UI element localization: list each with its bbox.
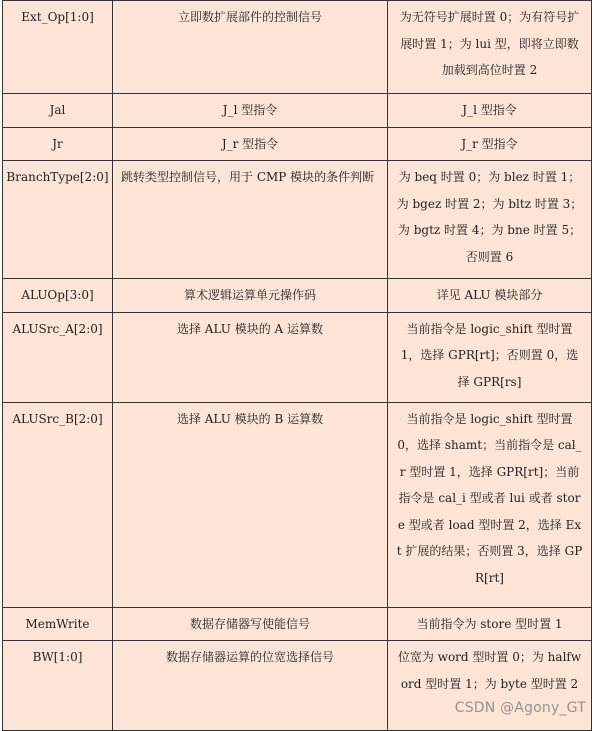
signal-name-cell: ALUSrc_A[2:0] bbox=[3, 312, 113, 402]
signal-function-cell: 数据存储器写使能信号 bbox=[113, 607, 388, 641]
table-row bbox=[3, 161, 592, 279]
table-row bbox=[3, 607, 592, 641]
table-row bbox=[3, 641, 592, 731]
signal-name-cell: MemWrite bbox=[3, 607, 113, 641]
control-signal-table bbox=[2, 0, 592, 731]
watermark: CSDN @Agony_GT bbox=[454, 700, 586, 716]
signal-name-cell: BranchType[2:0] bbox=[3, 161, 113, 279]
signal-name-cell: BW[1:0] bbox=[3, 641, 113, 731]
signal-description-cell: 详见 ALU 模块部分 bbox=[388, 279, 592, 313]
signal-function-cell: J_l 型指令 bbox=[113, 94, 388, 128]
signal-description-cell: 位宽为 word 型时置 0；为 halfword 型时置 1；为 byte 型时置 2 bbox=[388, 641, 592, 731]
signal-function-cell: 跳转类型控制信号，用于 CMP 模块的条件判断 bbox=[113, 161, 388, 279]
table-row bbox=[3, 279, 592, 313]
table-row bbox=[3, 312, 592, 402]
signal-description-cell: 为 beq 时置 0；为 blez 时置 1；为 bgez 时置 2；为 bltz 时置 3；为 bgtz 时置 4；为 bne 时置 5；否则置 6 bbox=[388, 161, 592, 279]
signal-description-cell: 当前指令为 store 型时置 1 bbox=[388, 607, 592, 641]
signal-name-cell: Ext_Op[1:0] bbox=[3, 1, 113, 94]
table-row bbox=[3, 1, 592, 94]
signal-function-cell: 数据存储器运算的位宽选择信号 bbox=[113, 641, 388, 731]
signal-name-cell: Jr bbox=[3, 127, 113, 161]
signal-function-cell: J_r 型指令 bbox=[113, 127, 388, 161]
signal-description-cell: 当前指令是 logic_shift 型时置 1，选择 GPR[rt]；否则置 0，选择 GPR[rs] bbox=[388, 312, 592, 402]
signal-description-cell: 为无符号扩展时置 0；为有符号扩展时置 1；为 lui 型，即将立即数加载到高位时置 2 bbox=[388, 1, 592, 94]
signal-description-cell: J_l 型指令 bbox=[388, 94, 592, 128]
signal-description-cell: J_r 型指令 bbox=[388, 127, 592, 161]
signal-function-cell: 立即数扩展部件的控制信号 bbox=[113, 1, 388, 94]
signal-name-cell: Jal bbox=[3, 94, 113, 128]
table-row bbox=[3, 127, 592, 161]
table-row bbox=[3, 94, 592, 128]
signal-name-cell: ALUOp[3:0] bbox=[3, 279, 113, 313]
signal-function-cell: 算术逻辑运算单元操作码 bbox=[113, 279, 388, 313]
signal-function-cell: 选择 ALU 模块的 B 运算数 bbox=[113, 402, 388, 607]
signal-name-cell: ALUSrc_B[2:0] bbox=[3, 402, 113, 607]
signal-description-cell: 当前指令是 logic_shift 型时置 0，选择 shamt；当前指令是 cal_r 型时置 1，选择 GPR[rt]；当前指令是 cal_i 型或者 lui 或者 store 型或者 load 型时置 2，选择 Ext 扩展的结果；否则置 3，选择 GPR[rt] bbox=[388, 402, 592, 607]
signal-function-cell: 选择 ALU 模块的 A 运算数 bbox=[113, 312, 388, 402]
table-row bbox=[3, 402, 592, 607]
